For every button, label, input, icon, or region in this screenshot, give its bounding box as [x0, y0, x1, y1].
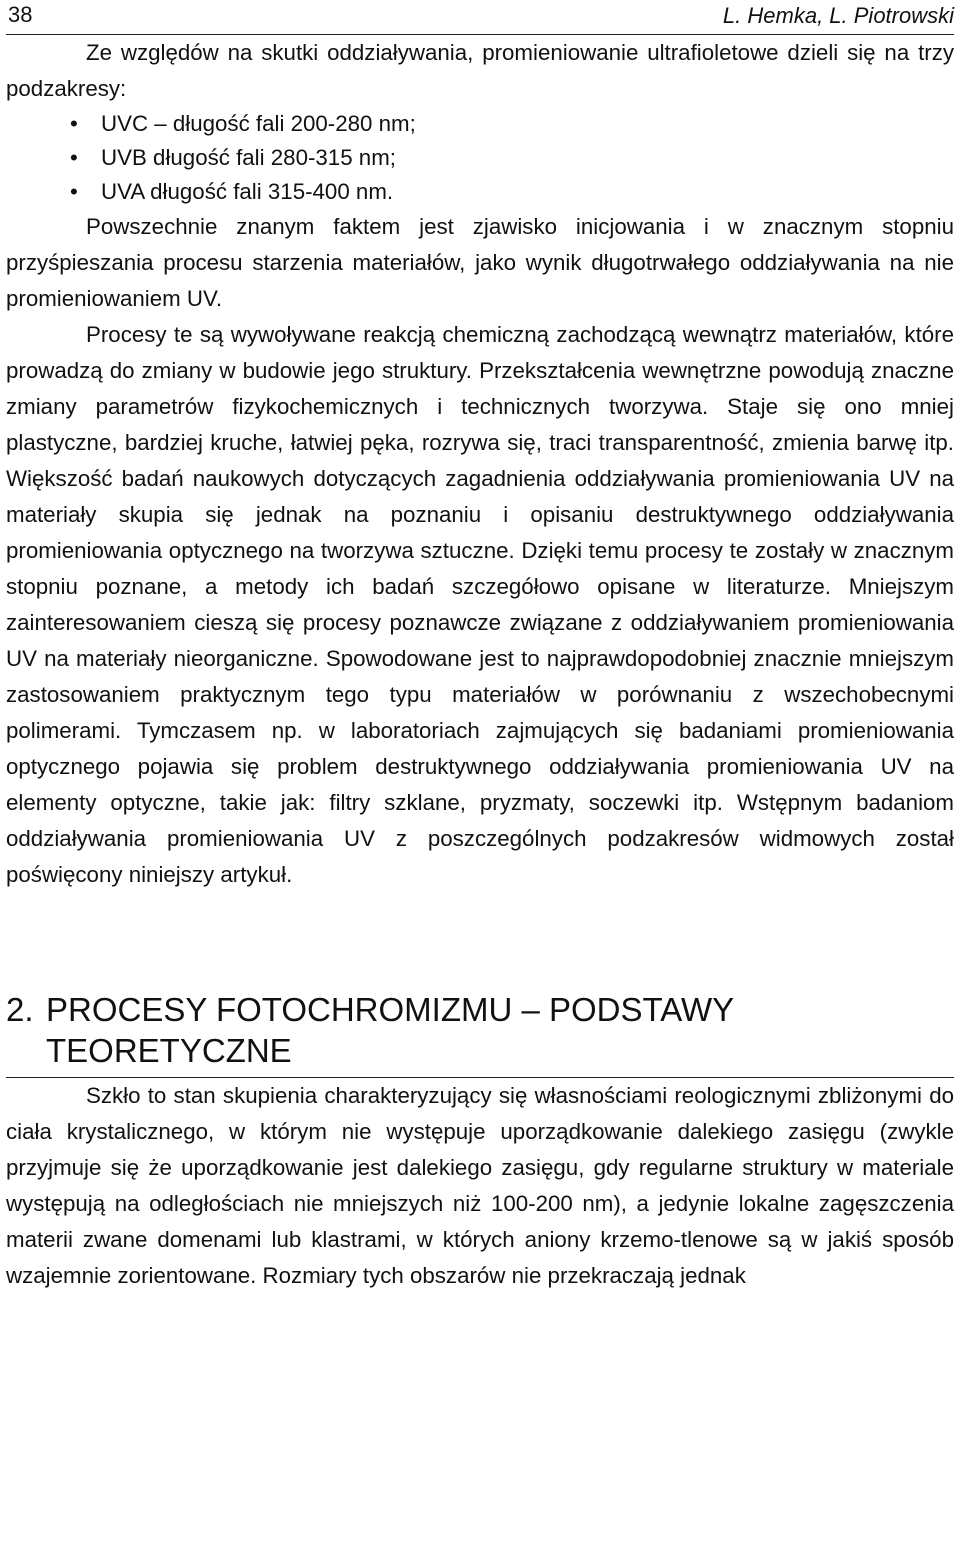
list-item	[6, 107, 954, 141]
section-heading	[6, 989, 954, 1078]
intro-paragraph: Ze względów na skutki oddziaływania, promieniowanie ultrafioletowe dzieli się na trzy podzakresy:	[6, 40, 954, 101]
running-header-authors: L. Hemka, L. Piotrowski	[722, 3, 954, 28]
list-item-text: UVC – długość fali 200-280 nm;	[101, 111, 416, 136]
list-item-text: UVB długość fali 280-315 nm;	[101, 145, 396, 170]
uv-subranges-list	[6, 107, 954, 209]
list-item-text: UVA długość fali 315-400 nm.	[101, 179, 394, 204]
bullet-icon: •	[70, 145, 78, 170]
bullet-icon: •	[70, 179, 78, 204]
body-paragraph-1: Powszechnie znanym faktem jest zjawisko inicjowania i w znacznym stopniu przyśpieszania procesu starzenia materiałów, jako wynik długotrwałego oddziaływania na nie promieniowaniem UV.	[6, 214, 954, 311]
list-item	[6, 175, 954, 209]
bullet-icon: •	[70, 111, 78, 136]
document-page	[6, 0, 954, 1294]
section-title: PROCESY FOTOCHROMIZMU – PODSTAWY TEORETYCZNE	[46, 991, 734, 1069]
list-item	[6, 141, 954, 175]
page-header	[6, 0, 954, 35]
page-number: 38	[8, 2, 33, 27]
section-paragraph: Szkło to stan skupienia charakteryzujący się własnościami reologicznymi zbliżonymi do ciała krystalicznego, w którym nie występuje uporządkowanie dalekiego zasięgu (zwykle przyjmuje się że uporządkowanie jest dalekiego zasięgu, gdy regularne struktury w materiale występują na odległościach nie mniejszych niż 100-200 nm), a jedynie lokalne zagęszczenia materii zwane domenami lub klastrami, w których aniony krzemo-tlenowe są w jakiś sposób wzajemnie zorientowane. Rozmiary tych obszarów nie przekraczają jednak	[6, 1083, 954, 1288]
body-paragraph-2: Procesy te są wywoływane reakcją chemiczną zachodzącą wewnątrz materiałów, które prowadzą do zmiany w budowie jego struktury. Przekształcenia wewnętrzne powodują znaczne zmiany parametrów fizykochemicznych i technicznych tworzywa. Staje się ono mniej plastyczne, bardziej kruche, łatwiej pęka, rozrywa się, traci transparentność, zmienia barwę itp. Większość badań naukowych dotyczących zagadnienia oddziaływania promieniowania UV na materiały skupia się jednak na poznaniu i opisaniu destruktywnego oddziaływania promieniowania optycznego na tworzywa sztuczne. Dzięki temu procesy te zostały w znacznym stopniu poznane, a metody ich badań szczegółowo opisane w literaturze. Mniejszym zainteresowaniem cieszą się procesy poznawcze związane z oddziaływaniem promieniowania UV na materiały nieorganiczne. Spowodowane jest to najprawdopodobniej znacznie mniejszym zastosowaniem praktycznym tego typu materiałów w porównaniu z wszechobecnymi polimerami. Tymczasem np. w laboratoriach zajmujących się badaniami promieniowania optycznego pojawia się problem destruktywnego oddziaływania promieniowania UV na elementy optyczne, takie jak: filtry szklane, pryzmaty, soczewki itp. Wstępnym badaniom oddziaływania promieniowania UV z poszczególnych podzakresów widmowych został poświęcony niniejszy artykuł.	[6, 322, 954, 887]
section-number: 2.	[6, 991, 34, 1028]
